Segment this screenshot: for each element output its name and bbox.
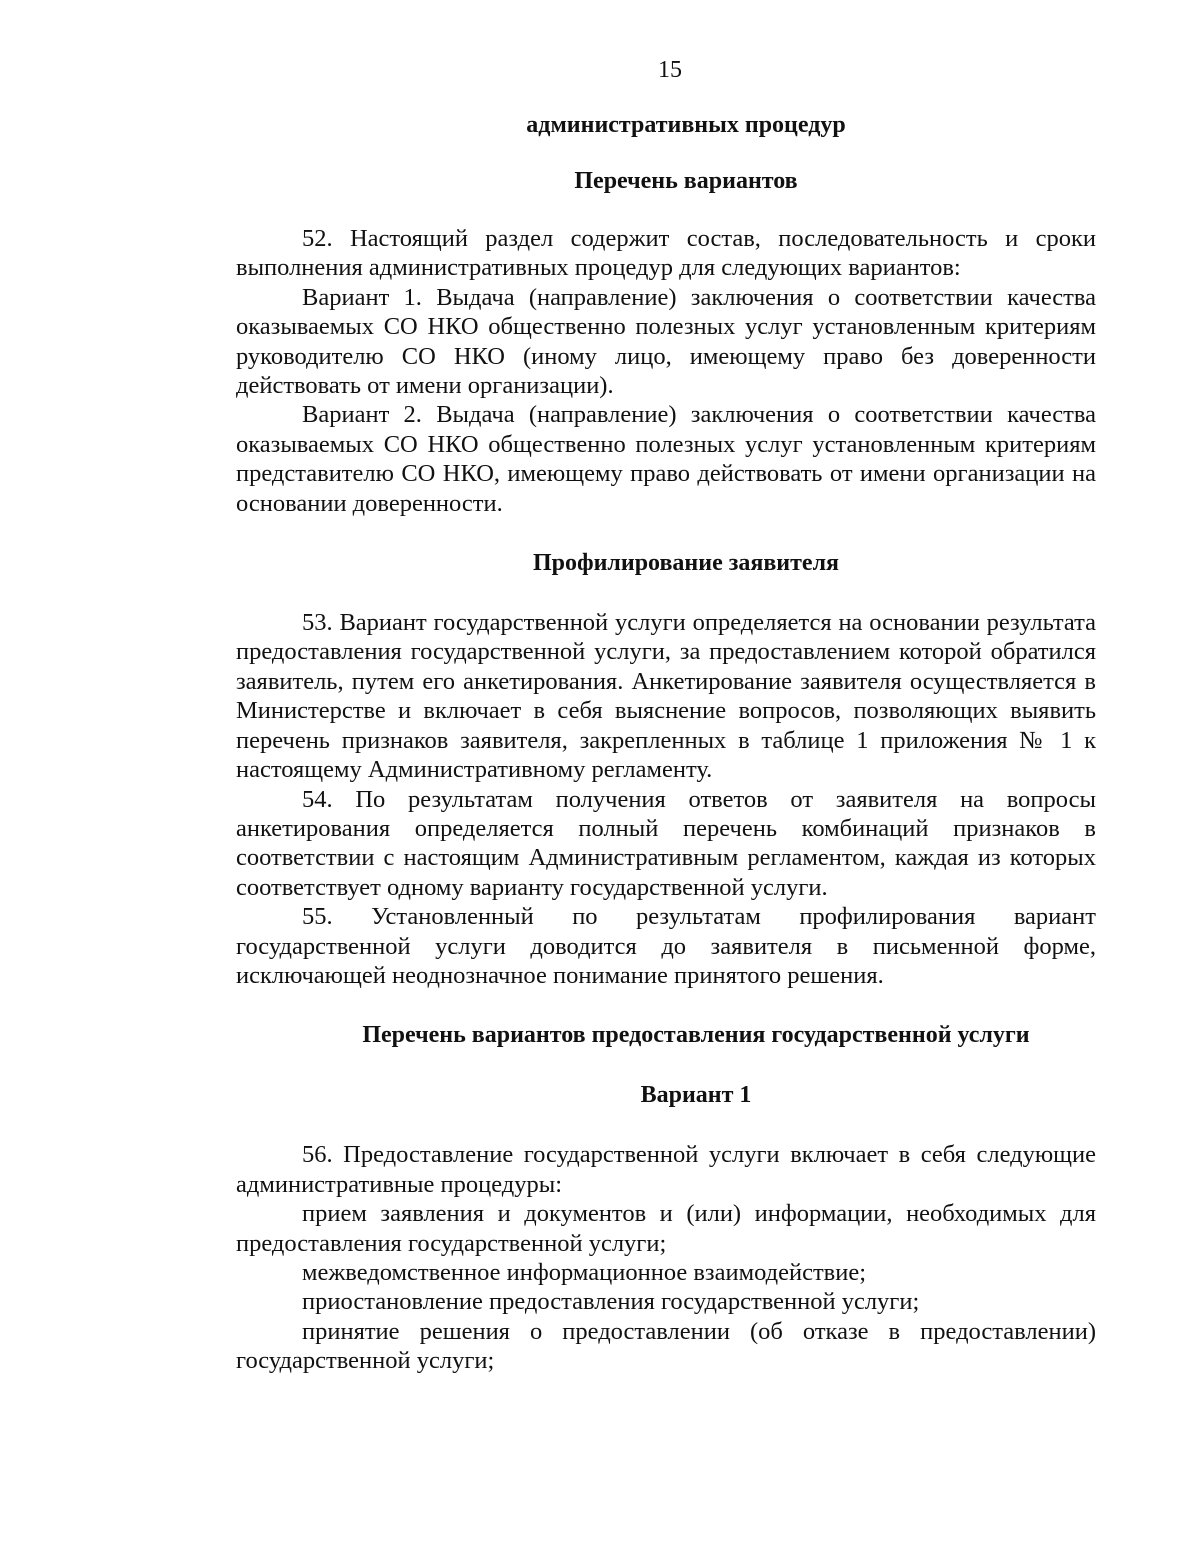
heading-profiling: Профилирование заявителя [532, 550, 840, 577]
paragraph-56-item: принятие решения о предоставлении (об отказе в предоставлении) государственной услуги; [236, 1317, 1096, 1375]
paragraph-56-item: приостановление предоставления государственной услуги; [302, 1288, 920, 1316]
paragraph-56-item: межведомственное информационное взаимодействие; [302, 1258, 867, 1286]
page-content [236, 110, 1096, 1376]
paragraph-52-variant-2: Вариант 2. Выдача (направление) заключения о соответствии качества оказываемых СО НКО общественно полезных услуг установленным критериям представителю СО НКО, имеющему право действовать от имени организации на основании доверенности. [236, 401, 1096, 517]
paragraph-53: 53. Вариант государственной услуги определяется на основании результата предоставления государственной услуги, за предоставлением которой обратился заявитель, путем его анкетирования. Анкетирование заявителя осуществляется в Министерстве и включает в себя выяснение вопросов, позволяющих выявить перечень признаков заявителя, закрепленных в таблице 1 приложения № 1 к настоящему Административному регламенту. [236, 609, 1096, 784]
paragraph-52: 52. Настоящий раздел содержит состав, последовательность и сроки выполнения административных процедур для следующих вариантов: [236, 225, 1096, 282]
paragraph-56: 56. Предоставление государственной услуги включает в себя следующие административные процедуры: [236, 1141, 1096, 1198]
paragraph-55: 55. Установленный по результатам профилирования вариант государственной услуги доводится до заявителя в письменной форме, исключающей неоднозначное понимание принятого решения. [236, 903, 1096, 989]
heading-administrative-procedures: административных процедур [526, 112, 846, 138]
paragraph-54: 54. По результатам получения ответов от заявителя на вопросы анкетирования определяется полный перечень комбинаций признаков в соответствии с настоящим Административным регламентом, каждая из которых соответствует одному варианту государственной услуги. [236, 785, 1096, 901]
paragraph-56-item: прием заявления и документов и (или) информации, необходимых для предоставления государственной услуги; [236, 1200, 1096, 1257]
paragraph-52-variant-1: Вариант 1. Выдача (направление) заключения о соответствии качества оказываемых СО НКО общественно полезных услуг установленным критериям руководителю СО НКО (иному лицо, имеющему право без доверенности действовать от имени организации). [236, 283, 1096, 400]
heading-service-variants: Перечень вариантов предоставления государственной услуги [362, 1022, 1030, 1049]
heading-variant-1: Вариант 1 [640, 1082, 752, 1109]
heading-variants-list: Перечень вариантов [574, 168, 798, 194]
page-number: 15 [658, 57, 682, 83]
